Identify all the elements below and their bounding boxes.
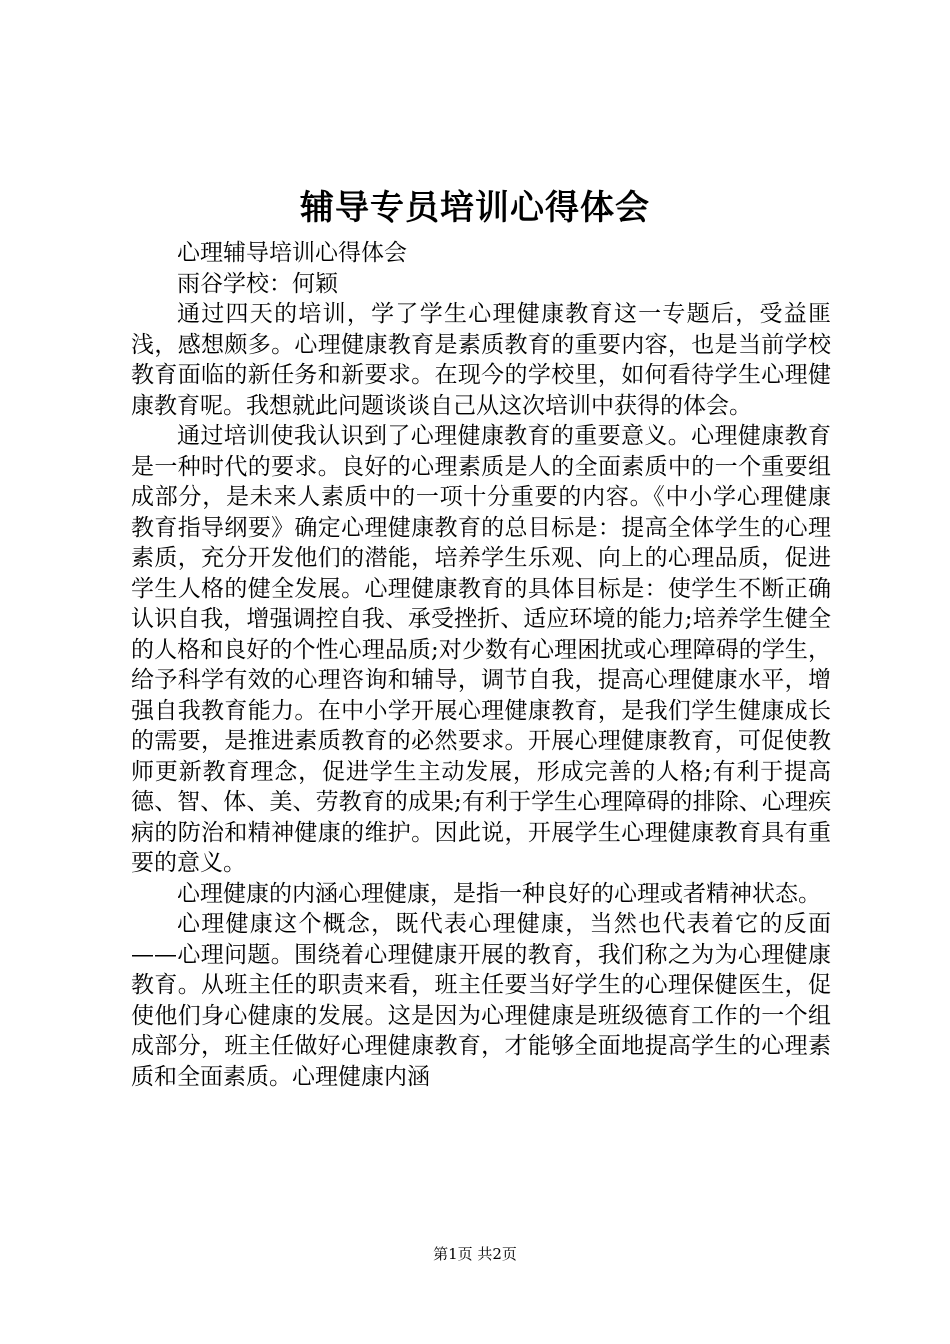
subtitle-paragraph: 心理辅导培训心得体会 (177, 240, 407, 266)
body-paragraph: 心理健康这个概念，既代表心理健康，当然也代表着它的反面——心理问题。围绕着心理健康开展的教育，我们称之为为心理健康教育。从班主任的职责来看，班主任要当好学生的心理保健医生，促使他们身心健康的发展。这是因为心理健康是班级德育工作的一个组成部分，班主任做好心理健康教育，才能够全面地提高学生的心理素质和全面素质。心理健康内涵 (131, 911, 831, 1090)
document-body (131, 238, 831, 1092)
body-paragraph: 通过四天的培训，学了学生心理健康教育这一专题后，受益匪浅，感想颇多。心理健康教育是素质教育的重要内容，也是当前学校教育面临的新任务和新要求。在现今的学校里，如何看待学生心理健康教育呢。我想就此问题谈谈自己从这次培训中获得的体会。 (131, 301, 831, 419)
body-paragraph: 心理健康的内涵心理健康，是指一种良好的心理或者精神状态。 (177, 880, 821, 907)
page-number-footer: 第1页 共2页 (433, 1245, 517, 1263)
document-title: 辅导专员培训心得体会 (300, 188, 650, 228)
body-paragraph: 通过培训使我认识到了心理健康教育的重要意义。心理健康教育是一种时代的要求。良好的心理素质是人的全面素质中的一个重要组成部分，是未来人素质中的一项十分重要的内容。《中小学心理健康教育指导纲要》确定心理健康教育的总目标是：提高全体学生的心理素质，充分开发他们的潜能，培养学生乐观、向上的心理品质，促进学生人格的健全发展。心理健康教育的具体目标是：使学生不断正确认识自我，增强调控自我、承受挫折、适应环境的能力;培养学生健全的人格和良好的个性心理品质;对少数有心理困扰或心理障碍的学生，给予科学有效的心理咨询和辅导，调节自我，提高心理健康水平，增强自我教育能力。在中小学开展心理健康教育，是我们学生健康成长的需要，是推进素质教育的必然要求。开展心理健康教育，可促使教师更新教育理念，促进学生主动发展，形成完善的人格;有利于提高德、智、体、美、劳教育的成果;有利于学生心理障碍的排除、心理疾病的防治和精神健康的维护。因此说，开展学生心理健康教育具有重要的意义。 (131, 423, 831, 876)
author-paragraph: 雨谷学校：何颖 (177, 270, 338, 297)
